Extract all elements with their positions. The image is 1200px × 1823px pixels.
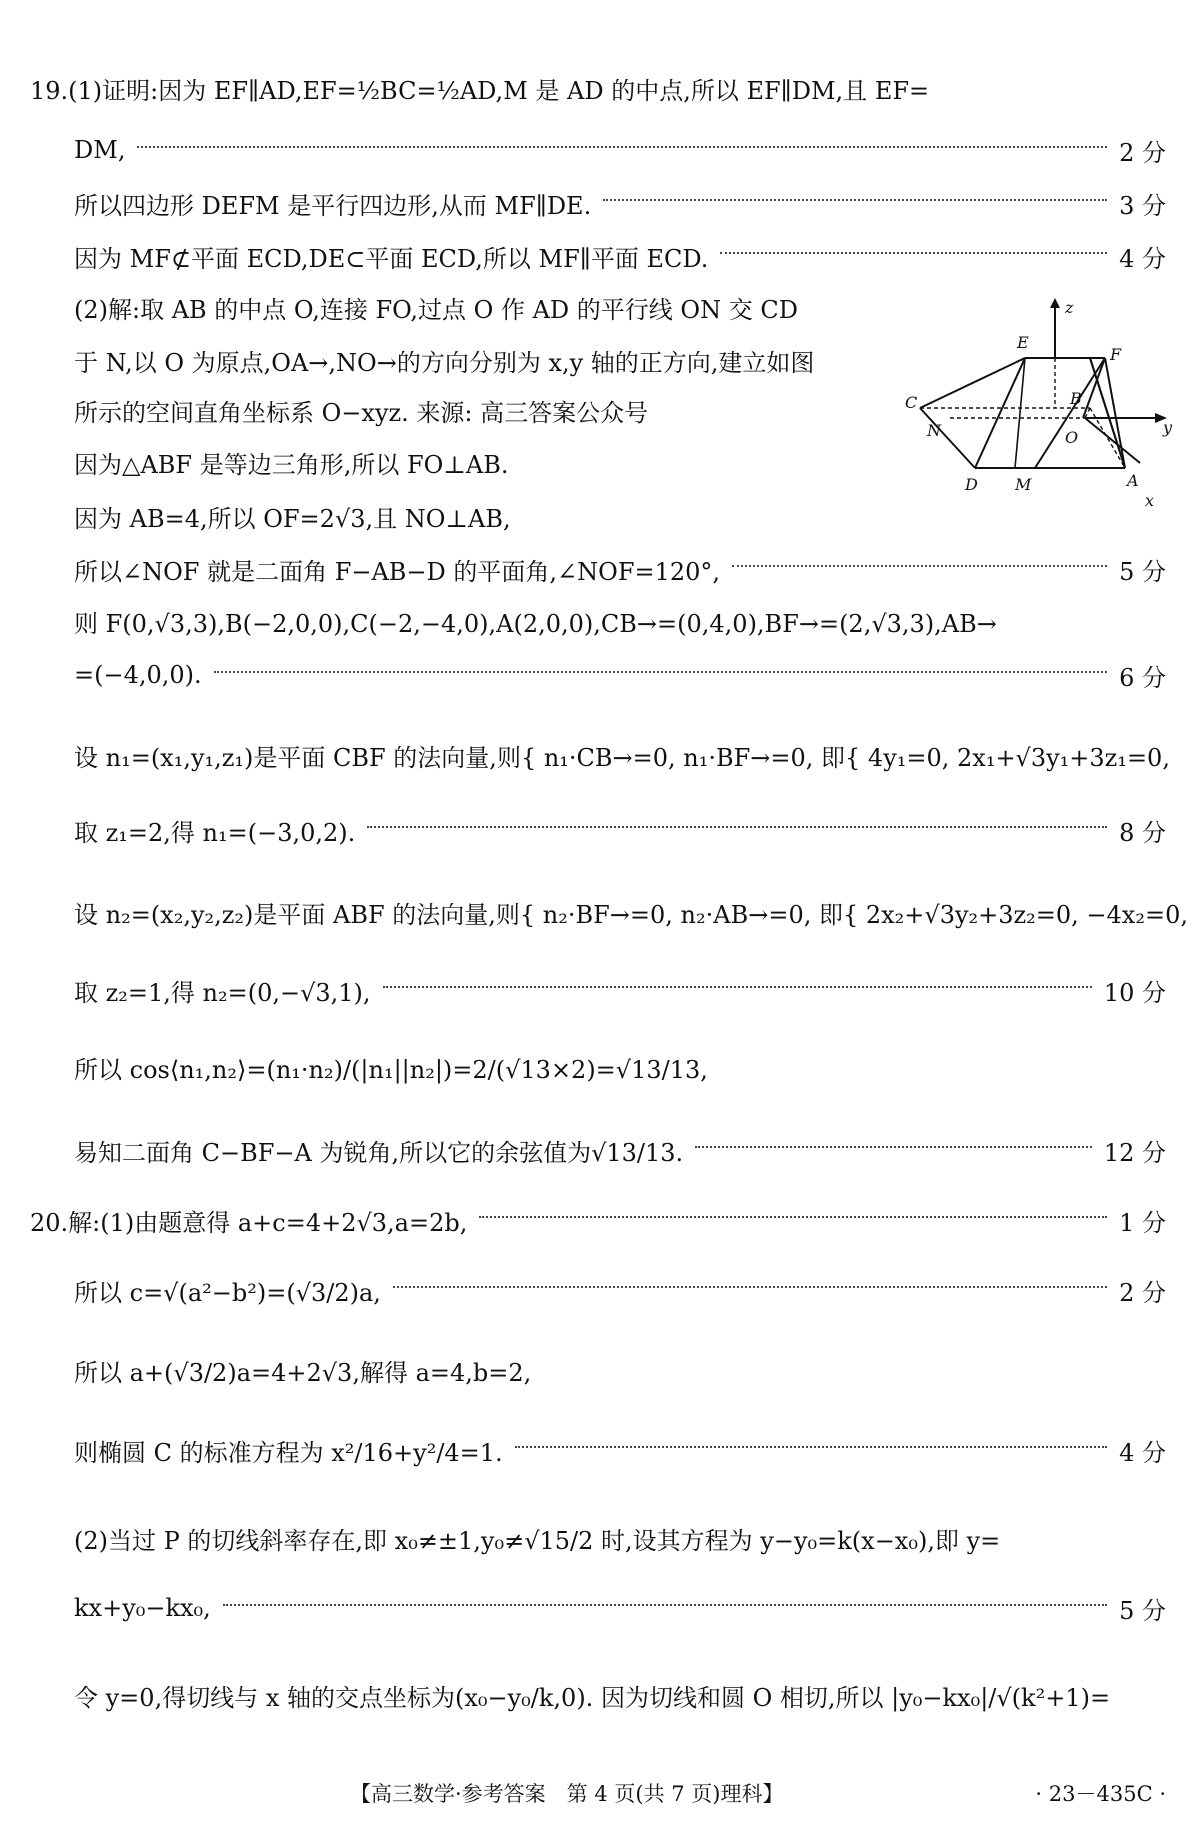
- line-text: 取 z₂=1,得 n₂=(0,−√3,1),: [74, 978, 371, 1007]
- answer-line: [74, 287, 870, 327]
- label-B: B: [1070, 389, 1082, 408]
- score-label: 8 分: [1119, 818, 1166, 847]
- leader-dots: [732, 565, 1107, 567]
- answer-line: [30, 68, 1166, 108]
- answer-line: [74, 970, 1166, 1010]
- line-text: 所示的空间直角坐标系 O−xyz. 来源: 高三答案公众号: [74, 398, 649, 427]
- line-text: 设 n₂=(x₂,y₂,z₂)是平面 ABF 的法向量,则{ n₂·BF→=0, n₂·AB→=0, 即{ 2x₂+√3y₂+3z₂=0, −4x₂=0,: [74, 900, 1188, 929]
- answer-line: [74, 1130, 1166, 1170]
- line-text: 因为△ABF 是等边三角形,所以 FO⊥AB.: [74, 450, 509, 479]
- score-label: 3 分: [1119, 191, 1166, 220]
- line-text: 20.解:(1)由题意得 a+c=4+2√3,a=2b,: [30, 1208, 468, 1237]
- label-F: F: [1110, 345, 1122, 364]
- line-text: DM,: [74, 136, 126, 164]
- page-footer: [0, 1770, 1200, 1810]
- leader-dots: [695, 1146, 1092, 1148]
- score-label: 6 分: [1119, 663, 1166, 692]
- line-text: 19.(1)证明:因为 EF∥AD,EF=½BC=½AD,M 是 AD 的中点,所以 EF∥DM,且 EF=: [30, 76, 930, 105]
- line-text: 所以 cos⟨n₁,n₂⟩=(n₁·n₂)/(|n₁||n₂|)=2/(√13×2)=√13/13,: [74, 1055, 708, 1084]
- line-text: 取 z₁=2,得 n₁=(−3,0,2).: [74, 818, 356, 847]
- line-text: kx+y₀−kx₀,: [74, 1594, 211, 1622]
- score-label: 2 分: [1119, 1278, 1166, 1307]
- leader-dots: [383, 986, 1092, 988]
- line-text: 因为 AB=4,所以 OF=2√3,且 NO⊥AB,: [74, 504, 511, 533]
- answer-line: [74, 1270, 1166, 1310]
- label-O: O: [1065, 428, 1079, 447]
- line-text: 设 n₁=(x₁,y₁,z₁)是平面 CBF 的法向量,则{ n₁·CB→=0, n₁·BF→=0, 即{ 4y₁=0, 2x₁+√3y₁+3z₁=0,: [74, 743, 1170, 772]
- answer-line: [74, 892, 1188, 932]
- label-A: A: [1127, 471, 1139, 490]
- leader-dots: [603, 199, 1107, 201]
- line-text: 令 y=0,得切线与 x 轴的交点坐标为(x₀−y₀/k,0). 因为切线和圆 O 相切,所以 |y₀−kx₀|/√(k²+1)=: [74, 1683, 1111, 1712]
- leader-dots: [137, 146, 1107, 148]
- line-text: (2)解:取 AB 的中点 O,连接 FO,过点 O 作 AD 的平行线 ON 交 CD: [74, 295, 798, 324]
- answer-line: [74, 390, 870, 430]
- leader-dots: [214, 671, 1107, 673]
- line-text: 易知二面角 C−BF−A 为锐角,所以它的余弦值为√13/13.: [74, 1138, 684, 1167]
- answer-line: [30, 1200, 1166, 1240]
- score-label: 4 分: [1119, 1438, 1166, 1467]
- label-z: z: [1065, 298, 1074, 317]
- answer-line: [74, 130, 1166, 170]
- line-text: 所以 a+(√3/2)a=4+2√3,解得 a=4,b=2,: [74, 1358, 532, 1387]
- line-text: 所以 c=√(a²−b²)=(√3/2)a,: [74, 1278, 381, 1307]
- leader-dots: [720, 252, 1107, 254]
- footer-right: · 23－435C ·: [1035, 1782, 1166, 1806]
- score-label: 2 分: [1119, 138, 1166, 167]
- line-text: =(−4,0,0).: [74, 661, 202, 689]
- line-text: 则椭圆 C 的标准方程为 x²/16+y²/4=1.: [74, 1438, 503, 1467]
- line-text: 则 F(0,√3,3),B(−2,0,0),C(−2,−4,0),A(2,0,0),CB→=(0,4,0),BF→=(2,√3,3),AB→: [74, 609, 997, 638]
- answer-line: [74, 810, 1166, 850]
- geometry-figure: [905, 298, 1175, 538]
- answer-line: [74, 442, 870, 482]
- leader-dots: [515, 1446, 1107, 1448]
- label-x: x: [1145, 491, 1155, 510]
- score-label: 4 分: [1119, 244, 1166, 273]
- answer-line: [74, 549, 1166, 589]
- label-E: E: [1017, 333, 1029, 352]
- leader-dots: [393, 1286, 1107, 1288]
- label-y: y: [1163, 418, 1173, 437]
- leader-dots: [479, 1216, 1107, 1218]
- line-text: (2)当过 P 的切线斜率存在,即 x₀≠±1,y₀≠√15/2 时,设其方程为 y−y₀=k(x−x₀),即 y=: [74, 1526, 1001, 1555]
- label-N: N: [927, 421, 941, 440]
- answer-line: [74, 340, 870, 380]
- label-C: C: [905, 393, 918, 412]
- answer-line: [74, 735, 1170, 775]
- score-label: 12 分: [1103, 1138, 1166, 1167]
- answer-line: [74, 1588, 1166, 1628]
- score-label: 5 分: [1119, 1596, 1166, 1625]
- line-text: 因为 MF⊄平面 ECD,DE⊂平面 ECD,所以 MF∥平面 ECD.: [74, 244, 709, 273]
- answer-line: [74, 183, 1166, 223]
- leader-dots: [367, 826, 1107, 828]
- answer-line: [74, 1430, 1166, 1470]
- answer-line: [74, 1518, 1166, 1558]
- answer-line: [74, 236, 1166, 276]
- line-text: 所以四边形 DEFM 是平行四边形,从而 MF∥DE.: [74, 191, 592, 220]
- score-label: 10 分: [1103, 978, 1166, 1007]
- footer-center: 【高三数学·参考答案 第 4 页(共 7 页)理科】: [350, 1782, 784, 1806]
- answer-line: [74, 601, 1166, 641]
- answer-line: [74, 1675, 1166, 1715]
- line-text: 于 N,以 O 为原点,OA→,NO→的方向分别为 x,y 轴的正方向,建立如图: [74, 348, 815, 377]
- answer-line: [74, 655, 1166, 695]
- label-M: M: [1015, 475, 1032, 494]
- score-label: 5 分: [1119, 557, 1166, 586]
- label-D: D: [965, 475, 978, 494]
- line-text: 所以∠NOF 就是二面角 F−AB−D 的平面角,∠NOF=120°,: [74, 557, 721, 586]
- score-label: 1 分: [1119, 1208, 1166, 1237]
- answer-line: [74, 1350, 1166, 1390]
- answer-line: [74, 1047, 1166, 1087]
- leader-dots: [223, 1604, 1107, 1606]
